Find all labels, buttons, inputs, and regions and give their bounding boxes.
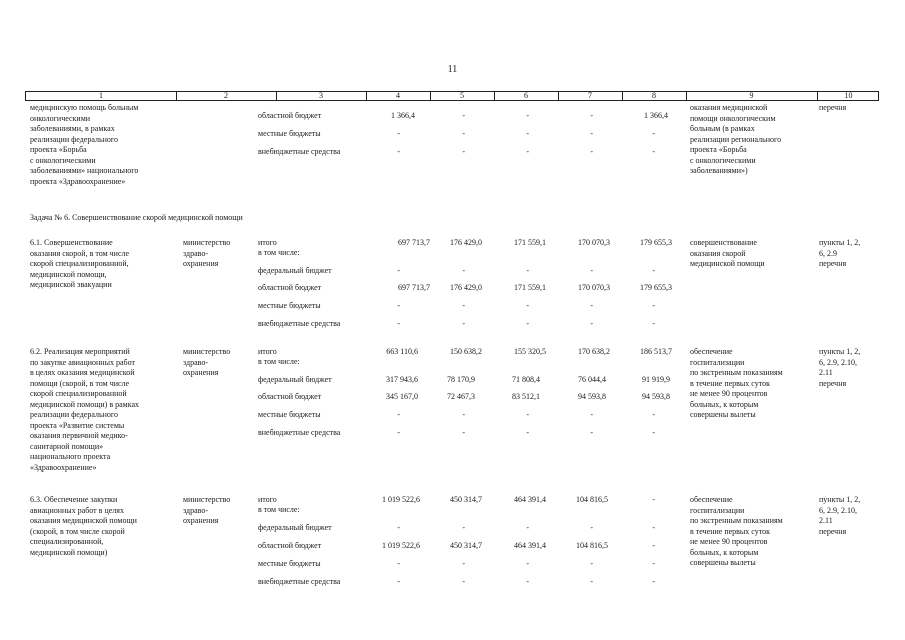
item-6-3-col8-total: - <box>652 495 655 504</box>
item-6-1-executor: министерство здраво- охранения <box>183 238 231 268</box>
item-6-3-col7-regional: 104 816,5 <box>576 541 608 550</box>
item-6-2-col7-local: - <box>590 410 593 419</box>
item-6-3-source-local: местные бюджеты <box>258 559 321 568</box>
item-6-3-col8-extrabudget: - <box>652 577 655 586</box>
cont-source-extrabudget: внебюджетные средства <box>258 147 341 156</box>
item-6-3-col7-extrabudget: - <box>590 577 593 586</box>
item-6-2-executor: министерство здраво- охранения <box>183 347 231 377</box>
item-6-1-description: 6.1. Совершенствование оказания скорой, в том числе скорой специализированной, медицинской помощи, медицинской эвакуации <box>30 238 130 289</box>
item-6-2-source-including: в том числе: <box>258 357 300 366</box>
item-6-3-col7-local: - <box>590 559 593 568</box>
item-6-3-col6-federal: - <box>526 523 529 532</box>
item-6-2-col4-extrabudget: - <box>397 428 400 437</box>
item-6-2-col7-federal: 76 044,4 <box>578 375 606 384</box>
item-6-2-col7-extrabudget: - <box>590 428 593 437</box>
item-6-2-result: обеспечение госпитализации по экстренным показаниям в течение первых суток не менее 90 процентов больных, к которым совершены вылеты <box>690 347 783 419</box>
item-6-1-col4-extrabudget: - <box>397 319 400 328</box>
cont-col7-local: - <box>590 129 593 138</box>
column-header-2: 2 <box>224 91 228 100</box>
item-6-2-source-local: местные бюджеты <box>258 410 321 419</box>
item-6-2-col8-local: - <box>652 410 655 419</box>
item-6-1-reference: пункты 1, 2, 6, 2.9 перечня <box>819 238 861 268</box>
cont-source-local: местные бюджеты <box>258 129 321 138</box>
item-6-2-col5-total: 150 638,2 <box>450 347 482 356</box>
item-6-2-source-regional: областной бюджет <box>258 392 322 401</box>
cont-reference: перечня <box>819 103 847 112</box>
item-6-1-source-including: в том числе: <box>258 248 300 257</box>
cont-col7-extrabudget: - <box>590 147 593 156</box>
item-6-3-col5-regional: 450 314,7 <box>450 541 482 550</box>
item-6-3-col6-local: - <box>526 559 529 568</box>
item-6-3-col4-regional: 1 019 522,6 <box>382 541 420 550</box>
item-6-1-col7-federal: - <box>590 266 593 275</box>
item-6-2-col7-regional: 94 593,8 <box>578 392 606 401</box>
column-header-4: 4 <box>396 91 400 100</box>
item-6-1-col7-extrabudget: - <box>590 319 593 328</box>
item-6-1-col6-regional: 171 559,1 <box>514 283 546 292</box>
item-6-1-result: совершенствование оказания скорой медицинской помощи <box>690 238 765 268</box>
column-header-5: 5 <box>460 91 464 100</box>
item-6-3-col6-total: 464 391,4 <box>514 495 546 504</box>
item-6-2-source-extrabudget: внебюджетные средства <box>258 428 341 437</box>
item-6-2-source-total: итого <box>258 347 277 356</box>
column-header-row <box>25 91 879 101</box>
item-6-1-col8-total: 179 655,3 <box>640 238 672 247</box>
item-6-2-col6-total: 155 320,5 <box>514 347 546 356</box>
item-6-1-source-local: местные бюджеты <box>258 301 321 310</box>
cont-col8-local: - <box>652 129 655 138</box>
item-6-1-source-total: итого <box>258 238 277 247</box>
cont-col4-regional: 1 366,4 <box>391 111 415 120</box>
column-header-8: 8 <box>652 91 656 100</box>
cont-col6-local: - <box>526 129 529 138</box>
item-6-3-executor: министерство здраво- охранения <box>183 495 231 525</box>
item-6-1-col7-local: - <box>590 301 593 310</box>
item-6-2-col7-total: 170 638,2 <box>578 347 610 356</box>
item-6-3-col7-federal: - <box>590 523 593 532</box>
item-6-3-col5-extrabudget: - <box>462 577 465 586</box>
item-6-2-source-federal: федеральный бюджет <box>258 375 332 384</box>
item-6-1-col6-total: 171 559,1 <box>514 238 546 247</box>
item-6-1-col7-total: 170 070,3 <box>578 238 610 247</box>
cont-source-regional: областной бюджет <box>258 111 322 120</box>
cont-col4-local: - <box>397 129 400 138</box>
task-6-heading: Задача № 6. Совершенствование скорой медицинской помощи <box>30 213 243 222</box>
item-6-3-col8-regional: - <box>652 541 655 550</box>
item-6-3-col7-total: 104 816,5 <box>576 495 608 504</box>
item-6-1-col7-regional: 170 070,3 <box>578 283 610 292</box>
item-6-1-col5-local: - <box>462 301 465 310</box>
cont-col5-regional: - <box>462 111 465 120</box>
item-6-3-source-regional: областной бюджет <box>258 541 322 550</box>
item-6-1-col6-federal: - <box>526 266 529 275</box>
item-6-2-col5-extrabudget: - <box>462 428 465 437</box>
item-6-1-col8-extrabudget: - <box>652 319 655 328</box>
item-6-3-description: 6.3. Обеспечение закупки авиационных работ в целях оказания медицинской помощи (скорой, в том числе скорой специализированной, медицинской помощи) <box>30 495 137 557</box>
column-header-10: 10 <box>844 91 853 100</box>
item-6-2-col4-total: 663 110,6 <box>386 347 418 356</box>
item-6-2-col8-total: 186 513,7 <box>640 347 672 356</box>
cont-col6-extrabudget: - <box>526 147 529 156</box>
cont-col5-extrabudget: - <box>462 147 465 156</box>
item-6-3-source-extrabudget: внебюджетные средства <box>258 577 341 586</box>
column-header-9: 9 <box>749 91 754 100</box>
item-6-2-col8-federal: 91 919,9 <box>642 375 670 384</box>
item-6-2-col8-extrabudget: - <box>652 428 655 437</box>
item-6-3-source-including: в том числе: <box>258 505 300 514</box>
item-6-3-source-total: итого <box>258 495 277 504</box>
column-header-3: 3 <box>319 91 323 100</box>
column-header-6: 6 <box>524 91 528 100</box>
item-6-3-result: обеспечение госпитализации по экстренным показаниям в течение первых суток не менее 90 процентов больных, к которым совершены вылеты <box>690 495 783 567</box>
item-6-1-col4-local: - <box>397 301 400 310</box>
item-6-2-col8-regional: 94 593,8 <box>642 392 670 401</box>
item-6-2-description: 6.2. Реализация мероприятий по закупке авиационных работ в целях оказания медицинской помощи (скорой, в том числе скорой специализированной медицинской помощи) в рамках реализации федерального проекта «Развитие системы оказания первичной медико- санитарной помощи» национального проекта «Здравоохранение» <box>30 347 140 472</box>
item-6-1-source-regional: областной бюджет <box>258 283 322 292</box>
item-6-2-col6-regional: 83 512,1 <box>512 392 540 401</box>
cont-col7-regional: - <box>590 111 593 120</box>
item-6-2-col6-local: - <box>526 410 529 419</box>
item-6-3-col5-federal: - <box>462 523 465 532</box>
item-6-1-col4-regional: 697 713,7 <box>398 283 430 292</box>
cont-col8-regional: 1 366,4 <box>644 111 668 120</box>
item-6-1-col5-total: 176 429,0 <box>450 238 482 247</box>
item-6-3-source-federal: федеральный бюджет <box>258 523 332 532</box>
item-6-3-col4-total: 1 019 522,6 <box>382 495 420 504</box>
cont-description: медицинскую помощь больным онкологическими заболеваниями, в рамках реализации федерального проекта «Борьба с онкологическими заболеваниями» национального проекта «Здравоохранение» <box>30 103 139 186</box>
item-6-1-source-federal: федеральный бюджет <box>258 266 332 275</box>
item-6-1-col5-federal: - <box>462 266 465 275</box>
cont-col8-extrabudget: - <box>652 147 655 156</box>
item-6-1-col5-regional: 176 429,0 <box>450 283 482 292</box>
item-6-3-col4-federal: - <box>397 523 400 532</box>
item-6-2-col5-regional: 72 467,3 <box>447 392 475 401</box>
cont-col4-extrabudget: - <box>397 147 400 156</box>
item-6-3-col8-federal: - <box>652 523 655 532</box>
item-6-2-col4-regional: 345 167,0 <box>386 392 418 401</box>
item-6-3-col5-local: - <box>462 559 465 568</box>
item-6-2-col4-federal: 317 943,6 <box>386 375 418 384</box>
item-6-1-col4-total: 697 713,7 <box>398 238 430 247</box>
cont-result: оказания медицинской помощи онкологическим больным (в рамках реализации регионального проекта «Борьба с онкологическими заболеваниями») <box>690 103 782 175</box>
cont-col5-local: - <box>462 129 465 138</box>
column-header-7: 7 <box>588 91 592 100</box>
item-6-3-reference: пункты 1, 2, 6, 2.9, 2.10, 2.11 перечня <box>819 495 861 536</box>
item-6-3-col6-extrabudget: - <box>526 577 529 586</box>
item-6-3-col6-regional: 464 391,4 <box>514 541 546 550</box>
column-header-1: 1 <box>99 91 103 100</box>
item-6-2-col4-local: - <box>397 410 400 419</box>
item-6-2-col6-extrabudget: - <box>526 428 529 437</box>
cont-col6-regional: - <box>526 111 529 120</box>
item-6-3-col5-total: 450 314,7 <box>450 495 482 504</box>
item-6-2-col5-local: - <box>462 410 465 419</box>
item-6-1-col4-federal: - <box>397 266 400 275</box>
item-6-1-col5-extrabudget: - <box>462 319 465 328</box>
item-6-3-col4-extrabudget: - <box>397 577 400 586</box>
item-6-1-col6-extrabudget: - <box>526 319 529 328</box>
item-6-2-col6-federal: 71 808,4 <box>512 375 540 384</box>
item-6-2-reference: пункты 1, 2, 6, 2.9, 2.10, 2.11 перечня <box>819 347 861 388</box>
item-6-3-col8-local: - <box>652 559 655 568</box>
item-6-2-col5-federal: 78 170,9 <box>447 375 475 384</box>
item-6-1-col8-local: - <box>652 301 655 310</box>
item-6-3-col4-local: - <box>397 559 400 568</box>
page-number: 11 <box>447 64 458 75</box>
item-6-1-col8-federal: - <box>652 266 655 275</box>
item-6-1-source-extrabudget: внебюджетные средства <box>258 319 341 328</box>
item-6-1-col8-regional: 179 655,3 <box>640 283 672 292</box>
item-6-1-col6-local: - <box>526 301 529 310</box>
